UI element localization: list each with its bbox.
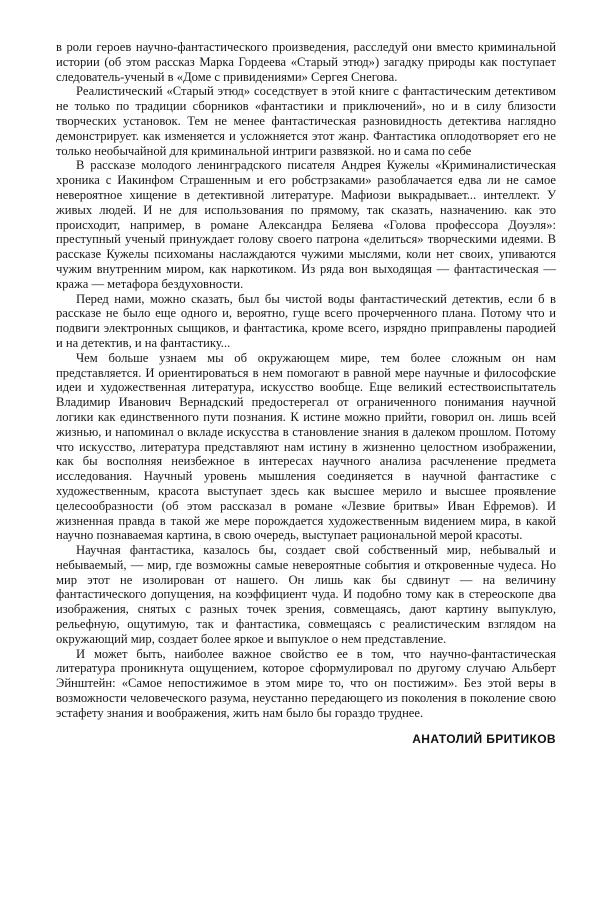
article-body: [56, 40, 556, 721]
paragraph-7: И может быть, наиболее важное свойство ее в том, что научно-фантастическая литература проникнута ощущением, которое сформулировал по другому случаю Альберт Эйнштейн: «Самое непостижимое в этом мире то, что он постижим». Без этой веры в возможности человеческого разума, неустанно передающего из поколения в поколение свою эстафету знания и воображения, жить нам было бы гораздо труднее.: [56, 646, 556, 720]
paragraph-6: Научная фантастика, казалось бы, создает свой собственный мир, небывалый и небываемый, — мир, где возможны самые невероятные события и откровенные чудеса. Но мир этот не изолирован от нашего. Он лишь как бы сдвинут — на величину фантастического допущения, на коэффициент чуда. И подобно тому как в стереоскопе два изображения, снятых с разных точек зрения, совмещаясь, дают картину выпуклую, рельефную, ощутимую, так и фантастика, совмещаясь с реалистическим взглядом на окружающий мир, создает более яркое и выпуклое о нем представление.: [56, 543, 556, 646]
paragraph-1: в роли героев научно-фантастического произведения, расследуй они вместо криминальной истории (об этом рассказ Марка Гордеева «Старый этюд») загадку природы как поступает следователь-ученый в «Доме с привидениями» Сергея Снегова.: [56, 40, 556, 84]
paragraph-2: Реалистический «Старый этюд» соседствует в этой книге с фантастическим детективом не только по традиции сборников «фантастики и приключений», но и в силу близости творческих установок. Тем не менее фантастическая разновидность детектива наглядно демонстрирует. как изменяется и усложняется этот жанр. Фантастика оплодотворяет его не только необычайной для криминальной интриги развязкой. но и сама по себе: [56, 84, 556, 158]
paragraph-5: Чем больше узнаем мы об окружающем мире, тем более сложным он нам представляется. И ориентироваться в нем помогают в равной мере научные и философские идеи и художественная литература, искусство вообще. Еще великий естествоиспытатель Владимир Иванович Вернадский предостерегал от ограниченного понимания научной логики как единственного пути познания. К истине можно прийти, говорил он. лишь всей жизнью, и напоминал о вкладе искусства в становление знания в далеком прошлом. Потому что искусство, литература представляют нам истину в жизненно целостном изображении, как бы восполняя неизбежное в интересах научного анализа расчленение предмета исследования. Научный уровень мышления соединяется в научной фантастике с художественным, красота выступает здесь как высшее мерило и высшее проявление целесообразности (об этом рассказал в романе «Лезвие бритвы» Иван Ефремов). И жизненная правда в такой же мере порождается художественным видением мира, в какой научно познаваемая картина, в свою очередь, выступает рациональной мерой красоты.: [56, 350, 556, 543]
paragraph-3: В рассказе молодого ленинградского писателя Андрея Кужелы «Криминалистическая хроника с Иакинфом Страшенным и его робстрзаками» разоблачается едва ли не самое невероятное хищение в детективной литературе. Мафиози выкрадывает... интеллект. У живых людей. И не для использования по прямому, так сказать, назначению. как это происходит, например, в романе Александра Беляева «Голова профессора Доуэля»: преступный ученый принуждает голову своего патрона «делиться» творческими идеями. В рассказе Кужелы психоманы наслаждаются чужими мыслями, коли нет своих, упиваются чужим внутренним миром, как наркотиком. Из ряда вон выходящая — фантастическая — кража — метафора бездуховности.: [56, 158, 556, 291]
author-signature: АНАТОЛИЙ БРИТИКОВ: [412, 732, 556, 746]
paragraph-4: Перед нами, можно сказать, был бы чистой воды фантастический детектив, если б в рассказе не было еще одного и, вероятно, гуще всего прочерченного плана. Потому что и подвиги электронных сыщиков, и фантастика, кроме всего, изрядно приправлены пародией и на детектив, и на фантастику...: [56, 291, 556, 350]
